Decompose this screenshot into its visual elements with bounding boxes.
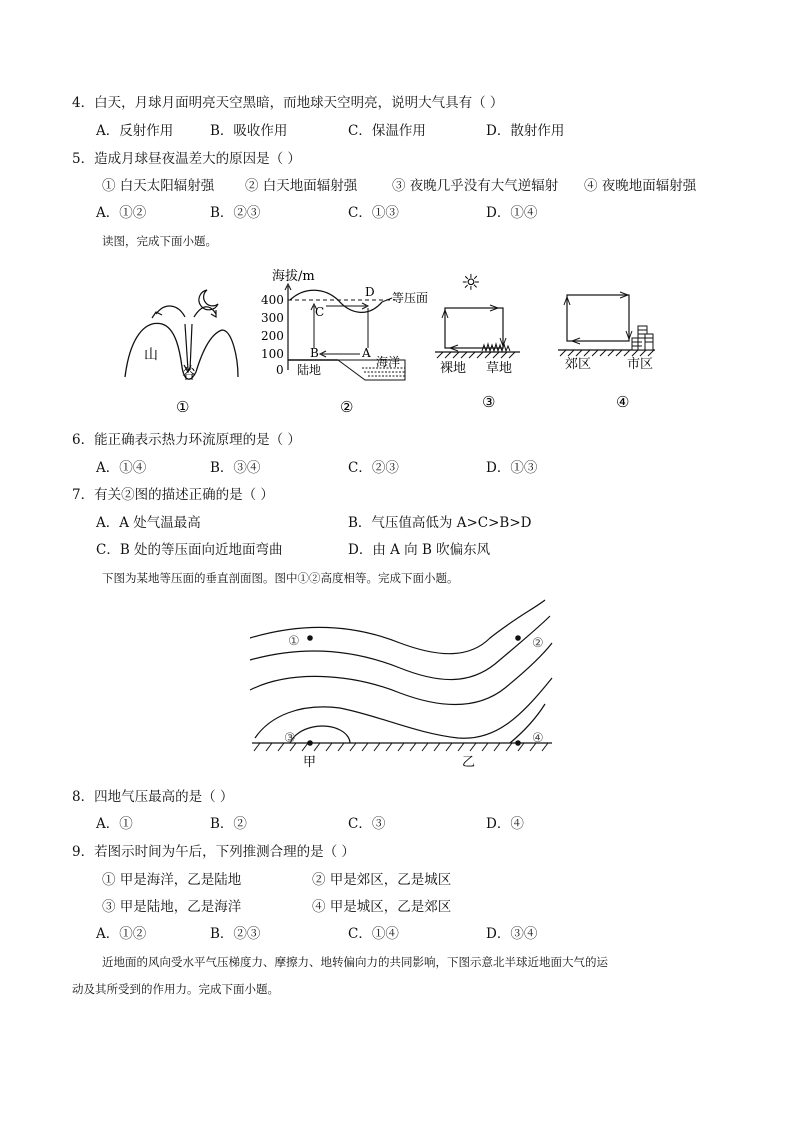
q9-option-a: A．①②: [96, 926, 147, 942]
isobar-leader: [382, 298, 392, 302]
caption-2: ②: [340, 398, 354, 416]
q7-option-b: B．气压值高低为 A>C>B>D: [348, 515, 532, 531]
intro-3-line-1: 近地面的风向受水平气压梯度力、摩擦力、地转偏向力的共同影响，下图示意北半球近地面大气的运: [102, 955, 608, 969]
q7-option-a: A．A 处气温最高: [96, 515, 201, 531]
q4-option-a: A．反射作用: [96, 123, 174, 139]
label-grass: 草地: [486, 361, 513, 376]
label-city: 市区: [627, 357, 654, 372]
label-yi: 乙: [462, 755, 476, 770]
q9-item-2: ② 甲是郊区，乙是城区: [312, 872, 452, 888]
label-jia: 甲: [303, 755, 317, 770]
q5-option-a: A．①②: [96, 205, 147, 221]
q4-option-b: B．吸收作用: [210, 123, 288, 139]
label-point-1: ①: [288, 634, 300, 649]
axis-label-altitude: 海拔/m: [272, 269, 315, 284]
point-a: A: [362, 346, 371, 360]
panel-mountain-valley: [125, 290, 238, 416]
ground-hatch: [254, 743, 548, 751]
q8-stem: 8．四地气压最高的是（ ）: [72, 789, 234, 805]
tick-0: 0: [276, 363, 284, 377]
sea-hatch: [362, 368, 405, 376]
caption-1: ①: [176, 398, 190, 416]
tick-100: 100: [261, 347, 284, 361]
q4-stem: 4．白天，月球月面明亮天空黑暗，而地球天空明亮，说明大气具有（ ）: [72, 95, 504, 111]
q5-item-4: ④ 夜晚地面辐射强: [584, 178, 697, 194]
label-bare: 裸地: [440, 361, 467, 376]
intro-3-line-2: 动及其所受到的作用力。完成下面小题。: [72, 982, 279, 996]
q6-option-a: A．①④: [96, 460, 147, 476]
arrowhead-left: [152, 312, 162, 318]
q4-option-c: C．保温作用: [348, 123, 426, 139]
label-mountain: 山: [144, 347, 158, 363]
label-valley: 谷: [182, 367, 196, 383]
q7-stem: 7．有关②图的描述正确的是（ ）: [72, 487, 274, 503]
q8-option-a: A．①: [96, 816, 133, 832]
label-point-4: ④: [532, 731, 544, 746]
arrow-down-2: [190, 324, 192, 370]
label-isobaric: 等压面: [392, 291, 429, 305]
q6-stem: 6．能正确表示热力环流原理的是（ ）: [72, 432, 301, 448]
q6-option-d: D．①③: [486, 460, 538, 476]
caption-4: ④: [616, 393, 630, 411]
ground-hatch-4: [560, 350, 654, 356]
point-2-dot: [515, 635, 521, 641]
q5-item-3: ③ 夜晚几乎没有大气逆辐射: [392, 178, 559, 194]
arrow-left-curve: [156, 306, 185, 317]
ground-hatch-3: [437, 352, 515, 358]
q5-option-d: D．①④: [486, 205, 538, 221]
circulation-box-3: [445, 308, 503, 348]
isobaric-profile-figure: [240, 598, 560, 773]
point-b: B: [310, 346, 319, 360]
q9-stem: 9．若图示时间为午后，下列推测合理的是（ ）: [72, 844, 355, 860]
panel-bare-grass: [435, 271, 520, 411]
q5-item-1: ① 白天太阳辐射强: [102, 178, 215, 194]
isobar-line-4: [255, 678, 552, 738]
intro-2: 下图为某地等压面的垂直剖面图。图中①②高度相等。完成下面小题。: [102, 571, 459, 585]
q9-option-b: B．②③: [210, 926, 261, 942]
panel-sea-land: [261, 268, 428, 416]
q9-item-4: ④ 甲是城区，乙是郊区: [312, 899, 452, 915]
q9-option-d: D．③④: [486, 926, 538, 942]
buildings-icon: [632, 326, 653, 350]
sun-icon: ☼: [461, 271, 481, 296]
q5-option-c: C．①③: [348, 205, 399, 221]
q4-option-d: D．散射作用: [486, 123, 565, 139]
circulation-box-4: [567, 295, 629, 341]
point-1-dot: [307, 635, 313, 641]
q5-stem: 5．造成月球昼夜温差大的原因是（ ）: [72, 151, 301, 167]
isobar-dome: [290, 726, 350, 743]
q5-item-2: ② 白天地面辐射强: [245, 178, 358, 194]
point-c: C: [315, 305, 325, 319]
q8-option-c: C．③: [348, 816, 386, 832]
label-point-2: ②: [532, 636, 544, 651]
q8-option-b: B．②: [210, 816, 247, 832]
point-4-dot: [515, 740, 521, 746]
caption-3: ③: [482, 393, 496, 411]
tick-300: 300: [261, 311, 284, 325]
thermal-circulation-figure: [110, 262, 680, 422]
tick-200: 200: [261, 329, 284, 343]
q7-option-d: D．由 A 向 B 吹偏东风: [348, 542, 491, 558]
point-3-dot: [307, 740, 313, 746]
point-d: D: [365, 285, 375, 299]
label-sea: 海洋: [376, 355, 401, 369]
panel-suburb-city: [558, 292, 655, 411]
q9-option-c: C．①④: [348, 926, 399, 942]
arrow-down-1: [185, 324, 188, 370]
label-suburb: 郊区: [565, 357, 592, 372]
q6-option-b: B．③④: [210, 460, 261, 476]
intro-1: 读图，完成下面小题。: [102, 234, 217, 248]
q9-item-3: ③ 甲是陆地，乙是海洋: [102, 899, 242, 915]
q7-option-c: C．B 处的等压面向近地面弯曲: [96, 542, 283, 558]
label-land: 陆地: [297, 363, 322, 377]
tick-400: 400: [261, 293, 284, 307]
label-point-3: ③: [284, 731, 296, 746]
q5-option-b: B．②③: [210, 205, 261, 221]
q6-option-c: C．②③: [348, 460, 399, 476]
q9-item-1: ① 甲是海洋，乙是陆地: [102, 872, 242, 888]
q8-option-d: D．④: [486, 816, 524, 832]
